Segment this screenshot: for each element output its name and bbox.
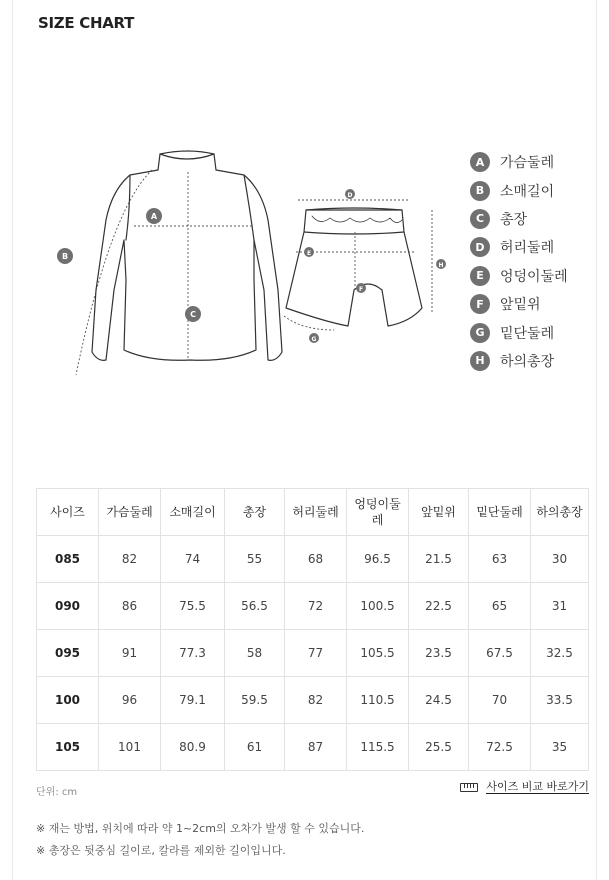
- svg-text:G: G: [311, 336, 317, 343]
- table-cell: 115.5: [347, 724, 409, 771]
- column-header: 허리둘레: [285, 489, 347, 536]
- badge-g-icon: G: [470, 323, 490, 343]
- column-header: 밑단둘레: [469, 489, 531, 536]
- size-compare-link[interactable]: [460, 781, 589, 794]
- right-border: [596, 0, 597, 880]
- table-row: [37, 630, 589, 677]
- table-cell: 67.5: [469, 630, 531, 677]
- legend-label: 밑단둘레: [500, 325, 555, 342]
- table-cell: 75.5: [161, 583, 225, 630]
- size-cell: 105: [37, 724, 99, 771]
- table-cell: 61: [225, 724, 285, 771]
- column-header: 하의총장: [531, 489, 589, 536]
- column-header: 총장: [225, 489, 285, 536]
- size-cell: 095: [37, 630, 99, 677]
- table-cell: 58: [225, 630, 285, 677]
- table-row: [37, 677, 589, 724]
- left-border: [12, 0, 13, 880]
- legend-label: 총장: [500, 211, 528, 228]
- table-cell: 96.5: [347, 536, 409, 583]
- table-cell: 68: [285, 536, 347, 583]
- svg-text:E: E: [306, 250, 312, 257]
- svg-text:D: D: [347, 192, 353, 199]
- size-cell: 085: [37, 536, 99, 583]
- table-cell: 72.5: [469, 724, 531, 771]
- legend-item: [470, 176, 568, 204]
- table-cell: 101: [99, 724, 161, 771]
- badge-a-icon: A: [470, 152, 490, 172]
- table-cell: 24.5: [409, 677, 469, 724]
- svg-text:H: H: [438, 262, 444, 269]
- legend-label: 엉덩이둘레: [500, 268, 568, 285]
- legend-item: [470, 205, 568, 233]
- badge-b-icon: B: [470, 181, 490, 201]
- table-cell: 100.5: [347, 583, 409, 630]
- unit-label: 단위: cm: [36, 787, 78, 798]
- table-cell: 63: [469, 536, 531, 583]
- column-header: 엉덩이둘 레: [347, 489, 409, 536]
- svg-text:F: F: [358, 286, 364, 293]
- table-cell: 80.9: [161, 724, 225, 771]
- size-table: [36, 488, 589, 771]
- column-header: 사이즈: [37, 489, 99, 536]
- table-cell: 33.5: [531, 677, 589, 724]
- table-cell: 30: [531, 536, 589, 583]
- legend-label: 소매길이: [500, 183, 555, 200]
- table-cell: 56.5: [225, 583, 285, 630]
- svg-text:A: A: [150, 212, 158, 221]
- svg-text:B: B: [61, 252, 69, 261]
- legend-item: [470, 262, 568, 290]
- legend-item: [470, 233, 568, 261]
- size-cell: 100: [37, 677, 99, 724]
- table-cell: 91: [99, 630, 161, 677]
- table-row: [37, 583, 589, 630]
- column-header: 소매길이: [161, 489, 225, 536]
- legend-item: [470, 148, 568, 176]
- table-cell: 59.5: [225, 677, 285, 724]
- table-cell: 86: [99, 583, 161, 630]
- ruler-icon: [460, 783, 478, 792]
- measurement-note: ※ 재는 방법, 위치에 따라 약 1~2cm의 오차가 발생 할 수 있습니다.: [36, 822, 365, 835]
- table-cell: 25.5: [409, 724, 469, 771]
- table-cell: 82: [285, 677, 347, 724]
- table-cell: 105.5: [347, 630, 409, 677]
- page-title: SIZE CHART: [38, 14, 135, 32]
- table-header-row: [37, 489, 589, 536]
- table-cell: 79.1: [161, 677, 225, 724]
- legend-item: [470, 347, 568, 375]
- size-compare-label: 사이즈 비교 바로가기: [486, 780, 589, 793]
- badge-d-icon: D: [470, 237, 490, 257]
- table-cell: 35: [531, 724, 589, 771]
- table-cell: 77.3: [161, 630, 225, 677]
- badge-e-icon: E: [470, 266, 490, 286]
- legend-item: [470, 318, 568, 346]
- badge-c-icon: C: [470, 209, 490, 229]
- table-cell: 74: [161, 536, 225, 583]
- legend-label: 허리둘레: [500, 240, 555, 257]
- table-cell: 21.5: [409, 536, 469, 583]
- legend-label: 가슴둘레: [500, 155, 555, 172]
- badge-h-icon: H: [470, 351, 490, 371]
- table-cell: 70: [469, 677, 531, 724]
- table-cell: 110.5: [347, 677, 409, 724]
- svg-text:C: C: [190, 310, 196, 319]
- column-header: 앞밑위: [409, 489, 469, 536]
- legend-item: [470, 290, 568, 318]
- table-cell: 55: [225, 536, 285, 583]
- length-note: ※ 총장은 뒷중심 길이로, 칼라를 제외한 길이입니다.: [36, 844, 286, 857]
- column-header: 가슴둘레: [99, 489, 161, 536]
- size-cell: 090: [37, 583, 99, 630]
- badge-f-icon: F: [470, 294, 490, 314]
- table-cell: 96: [99, 677, 161, 724]
- table-cell: 22.5: [409, 583, 469, 630]
- measurement-legend: [470, 148, 568, 375]
- table-cell: 65: [469, 583, 531, 630]
- table-cell: 72: [285, 583, 347, 630]
- legend-label: 하의총장: [500, 353, 555, 370]
- table-row: [37, 536, 589, 583]
- table-cell: 82: [99, 536, 161, 583]
- table-cell: 32.5: [531, 630, 589, 677]
- table-cell: 31: [531, 583, 589, 630]
- table-cell: 23.5: [409, 630, 469, 677]
- table-cell: 77: [285, 630, 347, 677]
- legend-label: 앞밑위: [500, 297, 541, 314]
- table-cell: 87: [285, 724, 347, 771]
- table-row: [37, 724, 589, 771]
